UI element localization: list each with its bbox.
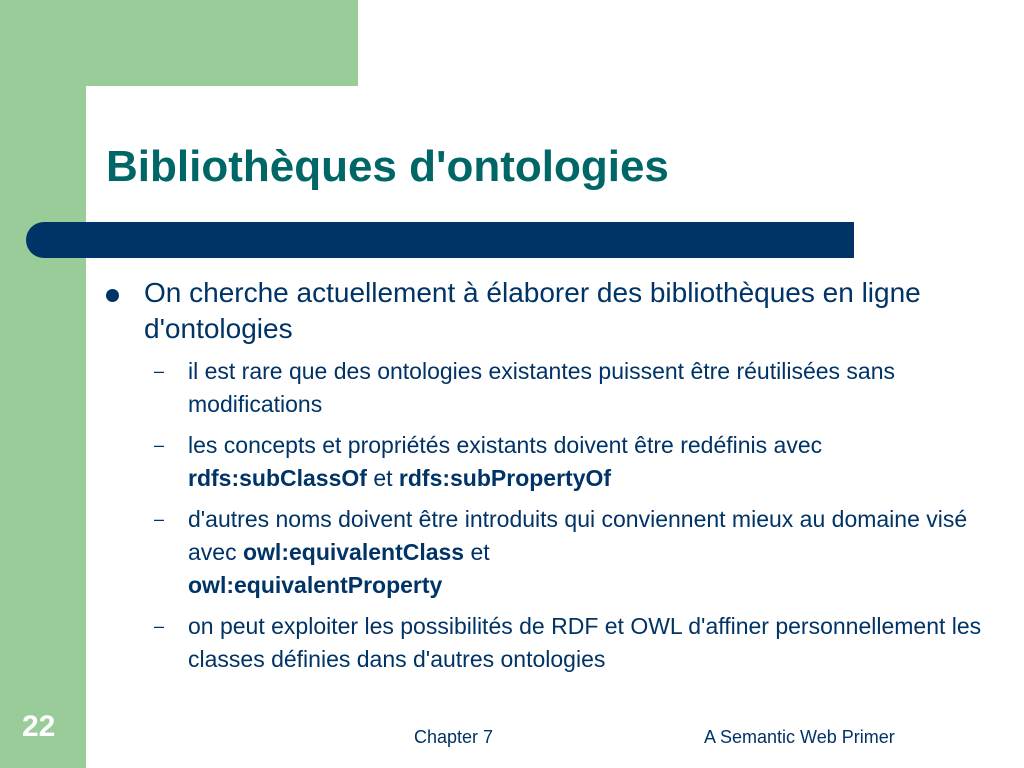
sub-item: [106, 429, 1006, 495]
bullet-item: [106, 275, 1006, 347]
slide-content: [106, 275, 1006, 684]
top-green-band: [0, 0, 358, 86]
sub-item-text: d'autres noms doivent être introduits qui conviennent mieux au domaine visé avec: [188, 506, 968, 565]
code-term: rdfs:subClassOf: [188, 465, 367, 491]
sub-item: [106, 355, 1006, 421]
footer-book-title: A Semantic Web Primer: [704, 727, 895, 747]
sub-item-text: et: [366, 465, 399, 491]
sub-item-text: les concepts et propriétés existants doivent être redéfinis avec: [188, 432, 823, 458]
dash-icon: –: [154, 616, 165, 636]
dash-icon: –: [154, 361, 165, 381]
page-number: 22: [22, 710, 56, 743]
bullet-text: On cherche actuellement à élaborer des bibliothèques en ligne d'ontologies: [144, 277, 921, 344]
sub-item-text: et: [464, 539, 490, 565]
code-term: owl:equivalentClass: [242, 539, 465, 565]
code-term: rdfs:subPropertyOf: [398, 465, 612, 491]
dash-icon: –: [154, 435, 165, 455]
left-green-band: [0, 0, 86, 768]
footer-chapter: Chapter 7: [414, 727, 494, 747]
dash-icon: –: [154, 509, 165, 529]
slide-title: Bibliothèques d'ontologies: [106, 142, 669, 191]
sub-item-text: il est rare que des ontologies existantes puissent être réutilisées sans modifications: [188, 358, 896, 417]
sub-item: [106, 610, 1006, 676]
sub-item-text: on peut exploiter les possibilités de RDF et OWL d'affiner personnellement les classes définies dans d'autres ontologies: [188, 613, 982, 672]
bullet-dot-icon: [106, 289, 119, 302]
title-underline-bar: [26, 222, 854, 258]
code-term: owl:equivalentProperty: [188, 572, 443, 598]
sub-item: [106, 503, 1006, 602]
